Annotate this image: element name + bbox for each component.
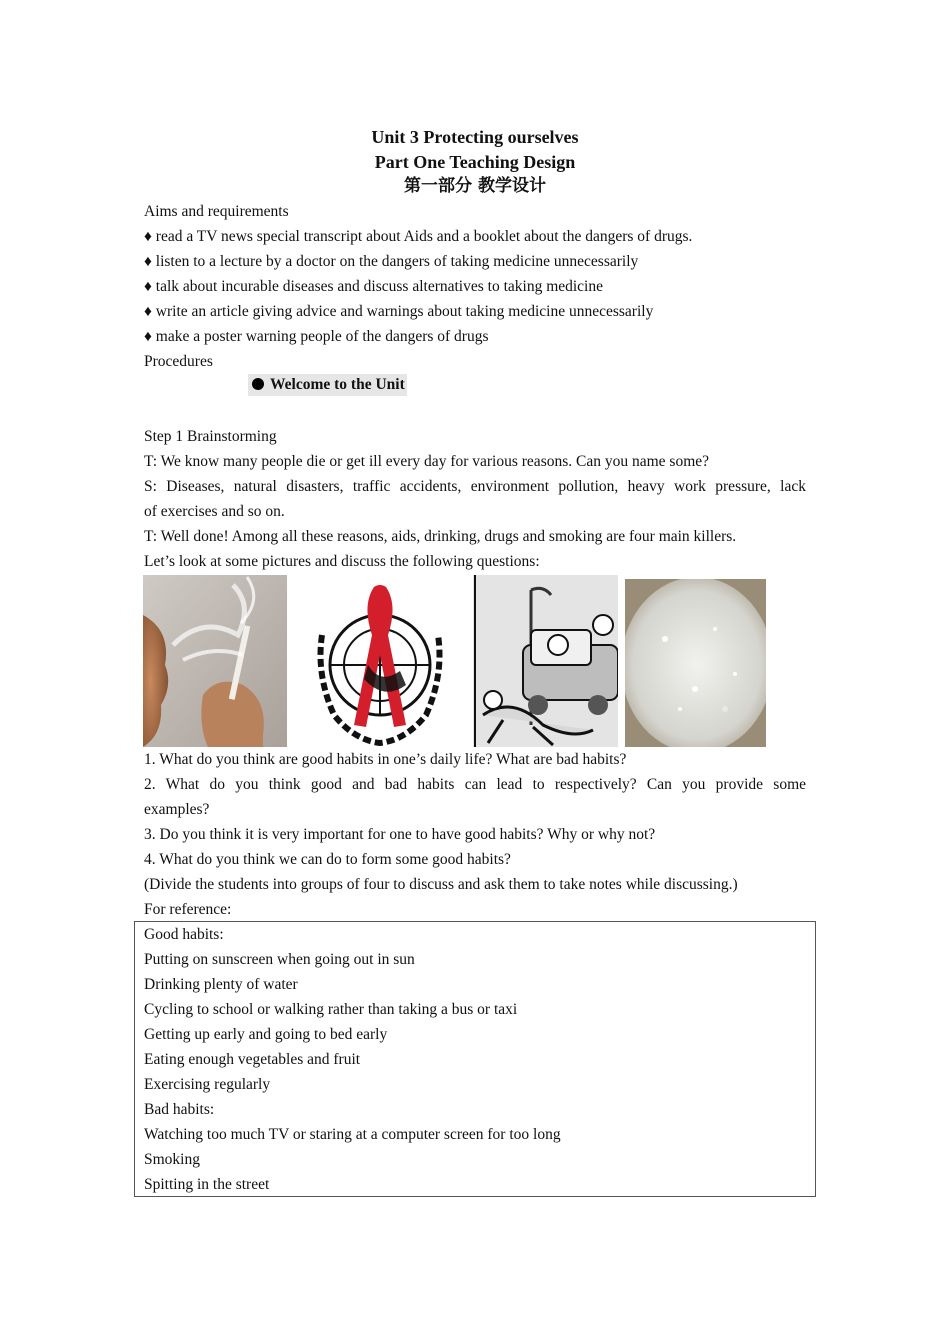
reference-box	[134, 921, 816, 1197]
bad-habits-heading: Bad habits:	[144, 1101, 215, 1118]
group-note: (Divide the students into groups of four to discuss and ask them to take notes while discussing.)	[144, 876, 738, 893]
part-title: Part One Teaching Design	[374, 152, 576, 172]
aim-item: ♦ read a TV news special transcript about Aids and a booklet about the dangers of drugs.	[144, 228, 693, 245]
teacher-line: T: We know many people die or get ill every day for various reasons. Can you name some?	[144, 453, 710, 470]
good-habit-item: Drinking plenty of water	[144, 976, 298, 993]
welcome-section-label	[248, 374, 407, 396]
unit-title: Unit 3 Protecting ourselves	[371, 127, 579, 147]
bad-habit-item: Watching too much TV or staring at a computer screen for too long	[144, 1126, 561, 1143]
welcome-label-text: Welcome to the Unit	[270, 376, 405, 393]
aim-item: ♦ talk about incurable diseases and discuss alternatives to taking medicine	[144, 278, 603, 295]
reference-label: For reference:	[144, 901, 232, 918]
good-habit-item: Exercising regularly	[144, 1076, 271, 1093]
bad-habit-item: Smoking	[144, 1151, 200, 1168]
aim-item: ♦ write an article giving advice and warnings about taking medicine unnecessarily	[144, 303, 654, 320]
aims-heading: Aims and requirements	[144, 203, 289, 220]
teacher-line: T: Well done! Among all these reasons, aids, drinking, drugs and smoking are four main killers.	[144, 528, 737, 545]
smoking-photo	[143, 575, 287, 747]
question-4: 4. What do you think we can do to form some good habits?	[144, 851, 511, 868]
good-habit-item: Putting on sunscreen when going out in sun	[144, 951, 415, 968]
teacher-line: Let’s look at some pictures and discuss the following questions:	[144, 553, 540, 570]
student-line-cont: of exercises and so on.	[144, 503, 285, 520]
bad-habit-item: Spitting in the street	[144, 1176, 270, 1193]
good-habits-heading: Good habits:	[144, 926, 224, 943]
white-powder-drugs-photo	[625, 579, 766, 747]
question-1: 1. What do you think are good habits in one’s daily life? What are bad habits?	[144, 751, 627, 768]
procedures-heading: Procedures	[144, 353, 213, 370]
step1-heading: Step 1 Brainstorming	[144, 428, 277, 445]
question-2-cont: examples?	[144, 801, 210, 818]
good-habit-item: Getting up early and going to bed early	[144, 1026, 388, 1043]
good-habit-item: Cycling to school or walking rather than taking a bus or taxi	[144, 1001, 518, 1018]
question-2: 2. What do you think good and bad habits can lead to respectively? Can you provide some	[144, 776, 806, 793]
drunk-driving-cartoon	[473, 575, 618, 747]
good-habit-item: Eating enough vegetables and fruit	[144, 1051, 361, 1068]
chinese-title: 第一部分 教学设计	[404, 176, 546, 196]
aim-item: ♦ make a poster warning people of the dangers of drugs	[144, 328, 489, 345]
student-line: S: Diseases, natural disasters, traffic accidents, environment pollution, heavy work pressure, lack	[144, 478, 806, 495]
question-3: 3. Do you think it is very important for one to have good habits? Why or why not?	[144, 826, 656, 843]
aids-ribbon-emblem	[314, 575, 446, 747]
bullet-dot-icon	[252, 378, 264, 390]
aim-item: ♦ listen to a lecture by a doctor on the dangers of taking medicine unnecessarily	[144, 253, 639, 270]
